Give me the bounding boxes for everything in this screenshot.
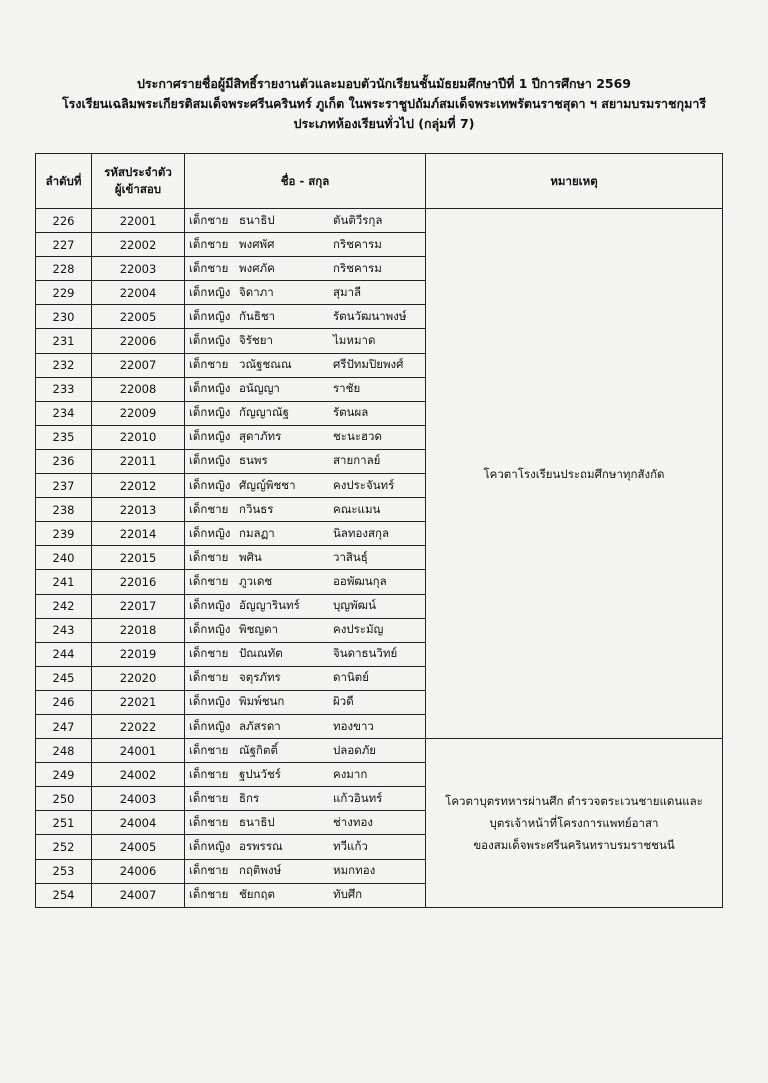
first-name: ณัฐกิตติ์ bbox=[239, 742, 278, 757]
last-name: นิลทองสกุล bbox=[333, 525, 390, 540]
row-order-number: 241 bbox=[36, 570, 92, 594]
row-order-number: 254 bbox=[36, 883, 92, 907]
table-row bbox=[36, 739, 723, 763]
row-order-number: 240 bbox=[36, 546, 92, 570]
first-name: ฐปนวัชร์ bbox=[239, 766, 281, 781]
name-title: เด็กชาย bbox=[189, 646, 229, 661]
remark-text: โควตาบุตรทหารผ่านศึก ตำรวจตระเวนชายแดนและ bbox=[445, 793, 703, 808]
name-title: เด็กชาย bbox=[189, 236, 229, 251]
row-student-name bbox=[185, 329, 426, 353]
name-title: เด็กชาย bbox=[189, 357, 229, 372]
row-order-number: 246 bbox=[36, 690, 92, 714]
name-title: เด็กชาย bbox=[189, 212, 229, 227]
last-name: คงประจันทร์ bbox=[333, 477, 395, 492]
name-title: เด็กหญิง bbox=[189, 598, 231, 613]
row-order-number: 237 bbox=[36, 474, 92, 498]
row-order-number: 249 bbox=[36, 763, 92, 787]
last-name: แก้วอินทร์ bbox=[333, 790, 383, 805]
row-exam-code: 22005 bbox=[92, 305, 185, 329]
last-name: บุญพัฒน์ bbox=[333, 598, 376, 613]
row-student-name bbox=[185, 209, 426, 233]
table-row bbox=[36, 209, 723, 233]
name-title: เด็กหญิง bbox=[189, 308, 231, 323]
row-order-number: 247 bbox=[36, 714, 92, 738]
row-student-name bbox=[185, 570, 426, 594]
header-order: ลำดับที่ bbox=[36, 154, 92, 209]
row-exam-code: 22012 bbox=[92, 474, 185, 498]
name-title: เด็กชาย bbox=[189, 790, 229, 805]
last-name: คณะแมน bbox=[333, 501, 381, 516]
row-order-number: 234 bbox=[36, 401, 92, 425]
row-student-name bbox=[185, 642, 426, 666]
row-exam-code: 24003 bbox=[92, 787, 185, 811]
student-roster-table bbox=[35, 153, 723, 908]
row-student-name bbox=[185, 714, 426, 738]
row-exam-code: 22014 bbox=[92, 522, 185, 546]
row-order-number: 228 bbox=[36, 257, 92, 281]
table-body bbox=[36, 209, 723, 908]
first-name: พศิน bbox=[239, 549, 262, 564]
last-name: กริชคารม bbox=[333, 260, 382, 275]
row-order-number: 250 bbox=[36, 787, 92, 811]
name-title: เด็กหญิง bbox=[189, 718, 231, 733]
last-name: ตันติวีรกุล bbox=[333, 212, 383, 227]
name-title: เด็กชาย bbox=[189, 742, 229, 757]
name-title: เด็กชาย bbox=[189, 814, 229, 829]
first-name: ลภัสรดา bbox=[239, 718, 281, 733]
row-order-number: 252 bbox=[36, 835, 92, 859]
name-title: เด็กหญิง bbox=[189, 429, 231, 444]
name-title: เด็กหญิง bbox=[189, 284, 231, 299]
name-title: เด็กหญิง bbox=[189, 405, 231, 420]
row-exam-code: 22021 bbox=[92, 690, 185, 714]
row-student-name bbox=[185, 690, 426, 714]
last-name: วาสินธุ์ bbox=[333, 549, 368, 564]
first-name: พิชญดา bbox=[239, 622, 279, 637]
last-name: คงมาก bbox=[333, 766, 368, 781]
row-student-name bbox=[185, 522, 426, 546]
class-type: ประเภทห้องเรียนทั่วไป (กลุ่มที่ 7) bbox=[293, 116, 475, 131]
name-title: เด็กชาย bbox=[189, 887, 229, 902]
last-name: ช่างทอง bbox=[333, 814, 373, 829]
announcement-title: ประกาศรายชื่อผู้มีสิทธิ์รายงานตัวและมอบตัวนักเรียนชั้นมัธยมศึกษาปีที่ 1 ปีการศึกษา 2569 bbox=[136, 76, 631, 91]
last-name: ชะนะฮวด bbox=[333, 429, 382, 444]
table-header-row bbox=[36, 154, 723, 209]
name-title: เด็กหญิง bbox=[189, 333, 231, 348]
first-name: ธนาธิป bbox=[239, 212, 275, 227]
row-student-name bbox=[185, 474, 426, 498]
remark-text: ของสมเด็จพระศรีนครินทราบรมราชชนนี bbox=[473, 837, 675, 852]
last-name: ทวีแก้ว bbox=[333, 838, 368, 853]
row-student-name bbox=[185, 787, 426, 811]
row-exam-code: 24007 bbox=[92, 883, 185, 907]
row-order-number: 251 bbox=[36, 811, 92, 835]
row-exam-code: 22019 bbox=[92, 642, 185, 666]
row-exam-code: 24004 bbox=[92, 811, 185, 835]
first-name: กัญญาณัฐ bbox=[239, 405, 290, 420]
first-name: สุดาภัทร bbox=[239, 429, 282, 444]
first-name: กมลฏา bbox=[239, 525, 275, 540]
row-exam-code: 22022 bbox=[92, 714, 185, 738]
row-exam-code: 22002 bbox=[92, 233, 185, 257]
last-name: รัตนวัฒนาพงษ์ bbox=[333, 308, 407, 323]
first-name: ธิกร bbox=[239, 790, 260, 805]
first-name: พิมพ์ชนก bbox=[239, 694, 285, 709]
last-name: สุมาลี bbox=[333, 284, 362, 299]
last-name: ปลอดภัย bbox=[333, 742, 377, 757]
row-order-number: 242 bbox=[36, 594, 92, 618]
row-exam-code: 22006 bbox=[92, 329, 185, 353]
first-name: ศัญญ์พิชชา bbox=[239, 477, 296, 492]
row-student-name bbox=[185, 305, 426, 329]
row-exam-code: 22003 bbox=[92, 257, 185, 281]
row-exam-code: 22001 bbox=[92, 209, 185, 233]
first-name: กฤติพงษ์ bbox=[239, 863, 282, 878]
row-order-number: 232 bbox=[36, 353, 92, 377]
row-student-name bbox=[185, 618, 426, 642]
row-student-name bbox=[185, 353, 426, 377]
name-title: เด็กหญิง bbox=[189, 694, 231, 709]
row-student-name bbox=[185, 498, 426, 522]
row-order-number: 238 bbox=[36, 498, 92, 522]
last-name: กริชคารม bbox=[333, 236, 382, 251]
school-name: โรงเรียนเฉลิมพระเกียรติสมเด็จพระศรีนครินทร์ ภูเก็ต ในพระราชูปถัมภ์สมเด็จพระเทพรัตนราชสุดา ฯ สยามบรมราชกุมารี bbox=[61, 96, 707, 111]
header-name: ชื่อ - สกุล bbox=[185, 154, 426, 209]
row-student-name bbox=[185, 425, 426, 449]
last-name: จินดาธนวิทย์ bbox=[333, 646, 398, 661]
row-exam-code: 22017 bbox=[92, 594, 185, 618]
name-title: เด็กหญิง bbox=[189, 477, 231, 492]
first-name: อรพรรณ bbox=[239, 838, 283, 853]
row-student-name bbox=[185, 859, 426, 883]
first-name: จิรัชยา bbox=[239, 333, 273, 348]
first-name: ชัยกฤต bbox=[239, 887, 275, 902]
row-order-number: 243 bbox=[36, 618, 92, 642]
last-name: ผิวดี bbox=[333, 694, 354, 709]
row-student-name bbox=[185, 233, 426, 257]
first-name: วณัฐชณณ bbox=[239, 357, 292, 372]
first-name: กวินธร bbox=[239, 501, 274, 516]
row-order-number: 236 bbox=[36, 449, 92, 473]
row-student-name bbox=[185, 401, 426, 425]
row-order-number: 231 bbox=[36, 329, 92, 353]
last-name: สายกาลย์ bbox=[333, 453, 381, 468]
row-exam-code: 22008 bbox=[92, 377, 185, 401]
first-name: กันธิชา bbox=[239, 308, 276, 323]
remark-text: โควตาโรงเรียนประถมศึกษาทุกสังกัด bbox=[483, 466, 665, 481]
first-name: ปัณณทัต bbox=[239, 646, 283, 661]
document-header bbox=[20, 74, 748, 134]
row-exam-code: 22011 bbox=[92, 449, 185, 473]
row-order-number: 233 bbox=[36, 377, 92, 401]
row-order-number: 235 bbox=[36, 425, 92, 449]
row-order-number: 227 bbox=[36, 233, 92, 257]
first-name: ธนพร bbox=[239, 453, 268, 468]
row-student-name bbox=[185, 281, 426, 305]
header-code-line2: ผู้เข้าสอบ bbox=[114, 182, 162, 196]
row-exam-code: 24006 bbox=[92, 859, 185, 883]
row-student-name bbox=[185, 546, 426, 570]
header-code-line1: รหัสประจำตัว bbox=[104, 165, 172, 179]
last-name: หมกทอง bbox=[333, 863, 376, 878]
row-exam-code: 22009 bbox=[92, 401, 185, 425]
row-student-name bbox=[185, 257, 426, 281]
first-name: ภูวเดช bbox=[239, 573, 273, 588]
row-exam-code: 22016 bbox=[92, 570, 185, 594]
row-order-number: 244 bbox=[36, 642, 92, 666]
first-name: ธนาธิป bbox=[239, 814, 275, 829]
row-order-number: 230 bbox=[36, 305, 92, 329]
row-student-name bbox=[185, 763, 426, 787]
remark-cell bbox=[426, 739, 723, 908]
row-student-name bbox=[185, 883, 426, 907]
header-exam-code bbox=[92, 154, 185, 209]
row-student-name bbox=[185, 377, 426, 401]
row-student-name bbox=[185, 594, 426, 618]
row-order-number: 245 bbox=[36, 666, 92, 690]
row-exam-code: 24001 bbox=[92, 739, 185, 763]
row-exam-code: 22013 bbox=[92, 498, 185, 522]
last-name: ดานิตย์ bbox=[333, 670, 369, 685]
row-exam-code: 22015 bbox=[92, 546, 185, 570]
name-title: เด็กชาย bbox=[189, 766, 229, 781]
row-order-number: 253 bbox=[36, 859, 92, 883]
row-order-number: 229 bbox=[36, 281, 92, 305]
name-title: เด็กชาย bbox=[189, 573, 229, 588]
name-title: เด็กชาย bbox=[189, 670, 229, 685]
first-name: พงศพัศ bbox=[239, 236, 275, 251]
name-title: เด็กหญิง bbox=[189, 838, 231, 853]
row-exam-code: 22020 bbox=[92, 666, 185, 690]
first-name: อัญญารินทร์ bbox=[239, 598, 300, 613]
row-exam-code: 22007 bbox=[92, 353, 185, 377]
name-title: เด็กชาย bbox=[189, 863, 229, 878]
name-title: เด็กชาย bbox=[189, 260, 229, 275]
header-remark: หมายเหตุ bbox=[426, 154, 723, 209]
name-title: เด็กหญิง bbox=[189, 525, 231, 540]
last-name: ไมหมาด bbox=[333, 333, 376, 348]
last-name: รัตนผล bbox=[333, 405, 369, 420]
last-name: ทองขาว bbox=[333, 718, 374, 733]
remark-text: บุตรเจ้าหน้าที่โครงการแพทย์อาสา bbox=[489, 815, 659, 830]
last-name: ทับศึก bbox=[333, 887, 363, 902]
name-title: เด็กหญิง bbox=[189, 622, 231, 637]
last-name: คงประมัญ bbox=[333, 622, 384, 637]
first-name: จิดาภา bbox=[239, 284, 274, 299]
last-name: ออพัฒนกุล bbox=[333, 573, 387, 588]
row-exam-code: 22010 bbox=[92, 425, 185, 449]
row-exam-code: 24002 bbox=[92, 763, 185, 787]
row-student-name bbox=[185, 835, 426, 859]
row-exam-code: 22004 bbox=[92, 281, 185, 305]
name-title: เด็กชาย bbox=[189, 501, 229, 516]
row-order-number: 226 bbox=[36, 209, 92, 233]
name-title: เด็กหญิง bbox=[189, 453, 231, 468]
row-student-name bbox=[185, 666, 426, 690]
last-name: ราชัย bbox=[333, 381, 361, 396]
remark-cell bbox=[426, 209, 723, 739]
first-name: พงศภัค bbox=[239, 260, 275, 275]
first-name: จตุรภัทร bbox=[239, 670, 281, 685]
row-student-name bbox=[185, 811, 426, 835]
first-name: อนัญญา bbox=[239, 381, 280, 396]
row-exam-code: 22018 bbox=[92, 618, 185, 642]
name-title: เด็กชาย bbox=[189, 549, 229, 564]
row-student-name bbox=[185, 739, 426, 763]
name-title: เด็กหญิง bbox=[189, 381, 231, 396]
row-order-number: 239 bbox=[36, 522, 92, 546]
last-name: ศรีปัทมปิยพงศ์ bbox=[333, 357, 404, 372]
row-student-name bbox=[185, 449, 426, 473]
row-exam-code: 24005 bbox=[92, 835, 185, 859]
row-order-number: 248 bbox=[36, 739, 92, 763]
